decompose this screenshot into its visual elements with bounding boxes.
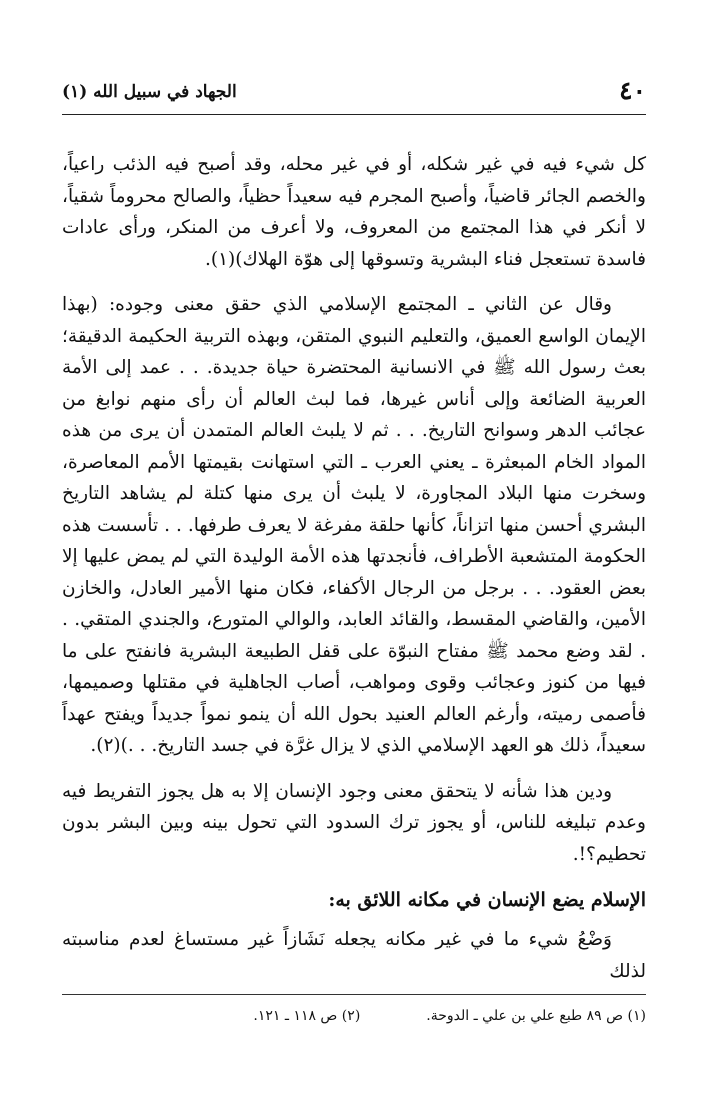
section-heading: الإسلام يضع الإنسان في مكانه اللائق به: — [328, 889, 646, 911]
paragraph-1: كل شيء فيه في غير شكله، أو في غير محله، وقد أصبح فيه الذئب راعياً، والخصم الجائر قاضياً، وأصبح المجرم فيه سعيداً حظياً، والصالح محروماً شقياً، لا أنكر في هذا المجتمع من المعروف، ولا أعرف من المنكر، ورأى عادات فاسدة تستعجل فناء البشرية وتسوقها إلى هوّة الهلاك)(١). — [62, 154, 646, 270]
footnote-1: (١) ص ٨٩ طبع علي بن علي ـ الدوحة. — [426, 1008, 646, 1024]
paragraph-4: وَضْعُ شيء ما في غير مكانه يجعله نَشَازاً غير مستساغ لعدم مناسبته لذلك — [62, 929, 646, 982]
running-title: الجهاد في سبيل الله (١) — [62, 82, 237, 102]
paragraph-2: وقال عن الثاني ـ المجتمع الإسلامي الذي حقق معنى وجوده: (بهذا الإيمان الواسع العميق، والتعليم النبوي المتقن، وبهذه التربية الحكيمة الدقيقة؛ بعث رسول الله ﷺ في الانسانية المحتضرة حياة جديدة. . . عمد إلى الأمة العربية الضائعة وإلى أناس غيرها، فما لبث العالم أن رأى منهم نوابغ من عجائب الدهر وسوانح التاريخ. . . ثم لا يلبث العالم المتمدن أن يرى من هذه المواد الخام المبعثرة ـ يعني العرب ـ التي استهانت بقيمتها الأمم المعاصرة، وسخرت منها البلاد المجاورة، لا يلبث أن يرى منها كتلة لم يشاهد التاريخ البشري أحسن منها اتزاناً، كأنها حلقة مفرغة لا يعرف طرفها. . . تأسست هذه الحكومة المتشعبة الأطراف، فأنجدتها هذه الأمة الوليدة التي لم يمض عليها إلا بعض العقود. . . برجل من الرجال الأكفاء، فكان منها الأمير العادل، والخازن الأمين، والقاضي المقسط، والقائد العابد، والوالي المتورع، والجندي المتقي. . . لقد وضع محمد ﷺ مفتاح النبوّة على قفل الطبيعة البشرية فانفتح على ما فيها من كنوز وعجائب وقوى ومواهب، أصاب الجاهلية في مقتلها وصميمها، فأصمى رميته، وأرغم العالم العنيد بحول الله أن ينمو نمواً جديداً ويفتح عهداً سعيداً، ذلك هو العهد الإسلامي الذي لا يزال غرَّة في جسد التاريخ. . .)(٢). — [62, 294, 646, 756]
page-body — [62, 115, 646, 987]
footnotes — [62, 994, 646, 1027]
paragraph-3: ودين هذا شأنه لا يتحقق معنى وجود الإنسان إلا به هل يجوز التفريط فيه وعدم تبليغه للناس، أو يجوز ترك السدود التي تحول بينه وبين البشر بدون تحطيم؟!. — [62, 780, 646, 865]
footnote-2: (٢) ص ١١٨ ـ ١٢١. — [253, 1008, 361, 1024]
book-page — [62, 70, 646, 1001]
page-number: ٤٠ — [619, 76, 646, 105]
page-header — [62, 70, 646, 115]
